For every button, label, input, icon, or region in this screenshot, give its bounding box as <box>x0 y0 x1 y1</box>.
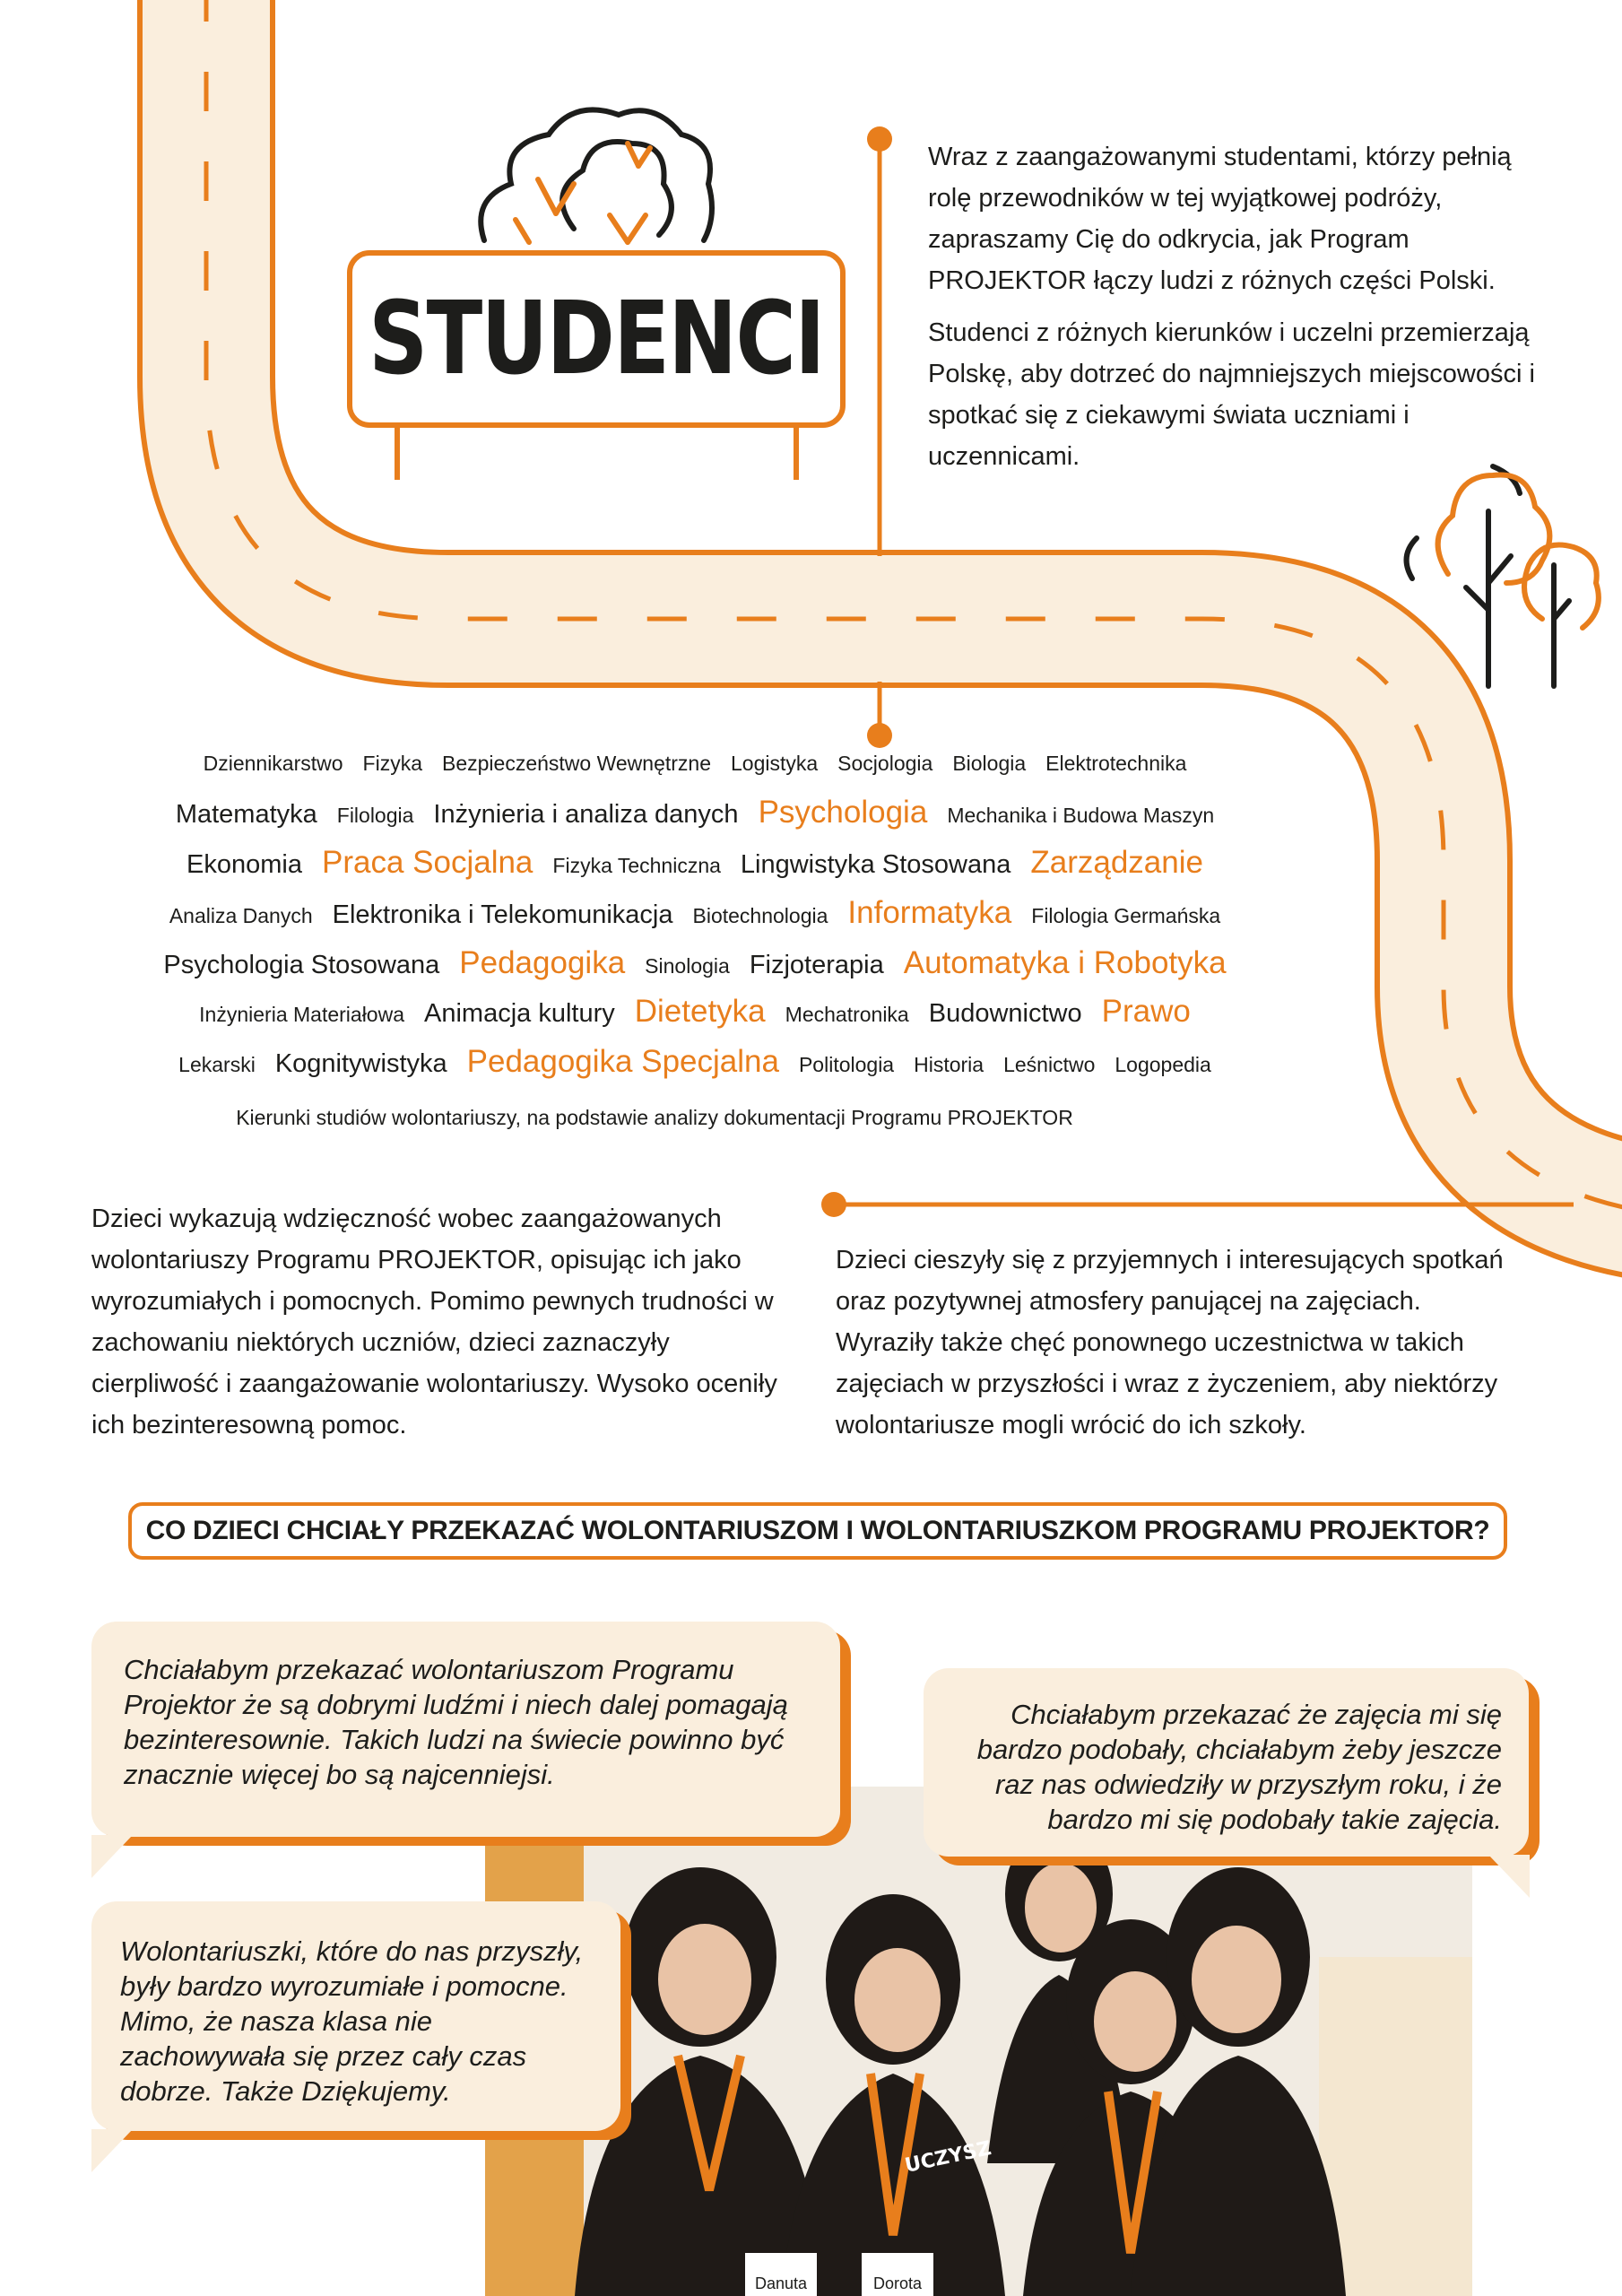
word-cloud-term: Elektronika i Telekomunikacja <box>332 900 673 929</box>
word-cloud-term: Logistyka <box>731 752 819 775</box>
left-paragraph: Dzieci wykazują wdzięczność wobec zaangażowanych wolontariuszy Programu PROJEKTOR, opisując ich jako wyrozumiałych i pomocnych. Pomimo pewnych trudności w zachowaniu niektórych uczniów, dzieci zaznaczyły cierpliwość i zaangażowanie wolontariuszy. Wysoko oceniły ich bezinteresowną pomoc. <box>91 1205 777 1439</box>
quote-bubble-3 <box>91 1901 620 2131</box>
word-cloud-term: Inżynieria i analiza danych <box>433 800 739 829</box>
word-cloud-row <box>134 795 1255 831</box>
intro-paragraph-2: Studenci z różnych kierunków i uczelni przemierzają Polskę, aby dotrzeć do najmniejszych miejscowości i spotkać się z ciekawymi świata uczniami i uczennicami. <box>928 318 1535 471</box>
word-cloud-caption: Kierunki studiów wolontariuszy, na podstawie analizy dokumentacji Programu PROJEKTOR <box>236 1106 1073 1129</box>
question-heading: CO DZIECI CHCIAŁY PRZEKAZAĆ WOLONTARIUSZOM I WOLONTARIUSZKOM PROGRAMU PROJEKTOR? <box>128 1502 1507 1560</box>
word-cloud-term: Fizyka Techniczna <box>552 854 721 877</box>
quote-bubble-1 <box>91 1622 840 1837</box>
word-cloud-term: Mechatronika <box>785 1003 909 1026</box>
word-cloud-term: Historia <box>914 1053 984 1076</box>
quote-bubble-2-tail <box>1488 1855 1530 1898</box>
name-tag-1: Danuta <box>754 2274 808 2292</box>
quote-bubble-3-tail <box>91 2129 133 2172</box>
word-cloud-term: Filologia <box>336 804 414 827</box>
volunteers-photo-illustration <box>485 1787 1472 2296</box>
intro-paragraph-1: Wraz z zaangażowanymi studentami, którzy pełnią rolę przewodników w tej wyjątkowej podróży, zapraszamy Cię do odkrycia, jak Program PROJEKTOR łączy ludzi z różnych części Polski. <box>928 143 1512 295</box>
sign-title: STUDENCI <box>369 281 824 397</box>
word-cloud-term: Kognitywistyka <box>274 1049 447 1078</box>
volunteers-photo <box>485 1787 1472 2296</box>
quote-bubble-1-tail <box>91 1835 133 1878</box>
word-cloud-term: Automatyka i Robotyka <box>903 945 1227 980</box>
word-cloud-term: Bezpieczeństwo Wewnętrzne <box>442 752 711 775</box>
word-cloud-term: Psychologia Stosowana <box>163 951 440 979</box>
word-cloud-term: Dziennikarstwo <box>203 752 343 775</box>
word-cloud-term: Biologia <box>952 752 1027 775</box>
word-cloud-term: Lingwistyka Stosowana <box>740 850 1011 879</box>
word-cloud-term: Inżynieria Materiałowa <box>199 1003 404 1026</box>
word-cloud-term: Praca Socjalna <box>321 845 533 880</box>
word-cloud-row <box>134 845 1255 881</box>
word-cloud-row <box>134 994 1255 1030</box>
quote-2-text: Chciałabym przekazać że zajęcia mi się bardzo podobały, chciałabym żeby jeszcze raz nas odwiedziły w przyszłym roku, i że bardzo mi się podobały takie zajęcia. <box>976 1699 1502 1835</box>
intro-text <box>928 136 1538 477</box>
right-paragraph: Dzieci cieszyły się z przyjemnych i interesujących spotkań oraz pozytywnej atmosfery panującej na zajęciach. Wyraziły także chęć ponownego uczestnictwa w takich zajęciach w przyszłości i wraz z życzeniem, aby niektórzy wolontariusze mogli wrócić do ich szkoły. <box>836 1246 1504 1439</box>
word-cloud-term: Ekonomia <box>186 850 302 879</box>
word-cloud-term: Lekarski <box>178 1053 256 1076</box>
word-cloud-term: Politologia <box>798 1053 895 1076</box>
quote-bubble-2 <box>924 1668 1529 1857</box>
word-cloud-term: Psychologia <box>758 795 928 830</box>
word-cloud-term: Pedagogika <box>459 945 626 980</box>
word-cloud-term: Prawo <box>1101 994 1191 1029</box>
word-cloud-term: Pedagogika Specjalna <box>466 1044 779 1079</box>
quote-3-text: Wolontariuszki, które do nas przyszły, były bardzo wyrozumiałe i pomocne. Mimo, że nasza klasa nie zachowywała się przez cały czas dobrze. Także Dziękujemy. <box>120 1935 584 2107</box>
word-cloud-term: Socjologia <box>837 752 933 775</box>
word-cloud-term: Mechanika i Budowa Maszyn <box>947 804 1215 827</box>
word-cloud-row <box>134 895 1255 931</box>
word-cloud-term: Budownictwo <box>928 999 1082 1028</box>
name-tag-2: Dorota <box>872 2274 923 2292</box>
word-cloud-term: Biotechnologia <box>692 904 828 927</box>
word-cloud-term: Logopedia <box>1115 1053 1211 1076</box>
word-cloud-term: Filologia Germańska <box>1031 904 1221 927</box>
quote-1-text: Chciałabym przekazać wolontariuszom Programu Projektor że są dobrymi ludźmi i niech dalej pomagają bezinteresownie. Takich ludzi na świecie powinno być znacznie więcej bo są najcenniejsi. <box>124 1654 788 1790</box>
word-cloud-term: Elektrotechnika <box>1045 752 1187 775</box>
word-cloud-term: Animacja kultury <box>424 999 615 1028</box>
shirt-print: UCZYSZ <box>903 2137 993 2178</box>
word-cloud-row <box>134 945 1255 981</box>
word-cloud-term: Fizyka <box>362 752 422 775</box>
word-cloud-term: Dietetyka <box>634 994 766 1029</box>
word-cloud-term: Zarządzanie <box>1030 845 1203 880</box>
word-cloud-term: Fizjoterapia <box>749 951 884 979</box>
word-cloud-term: Sinologia <box>645 954 730 978</box>
word-cloud-term: Analiza Danych <box>169 904 313 927</box>
word-cloud-term: Matematyka <box>175 800 317 829</box>
word-cloud-row <box>134 1044 1255 1080</box>
word-cloud-row <box>134 752 1255 776</box>
word-cloud-term: Leśnictwo <box>1003 1053 1096 1076</box>
word-cloud-term: Informatyka <box>847 895 1012 930</box>
